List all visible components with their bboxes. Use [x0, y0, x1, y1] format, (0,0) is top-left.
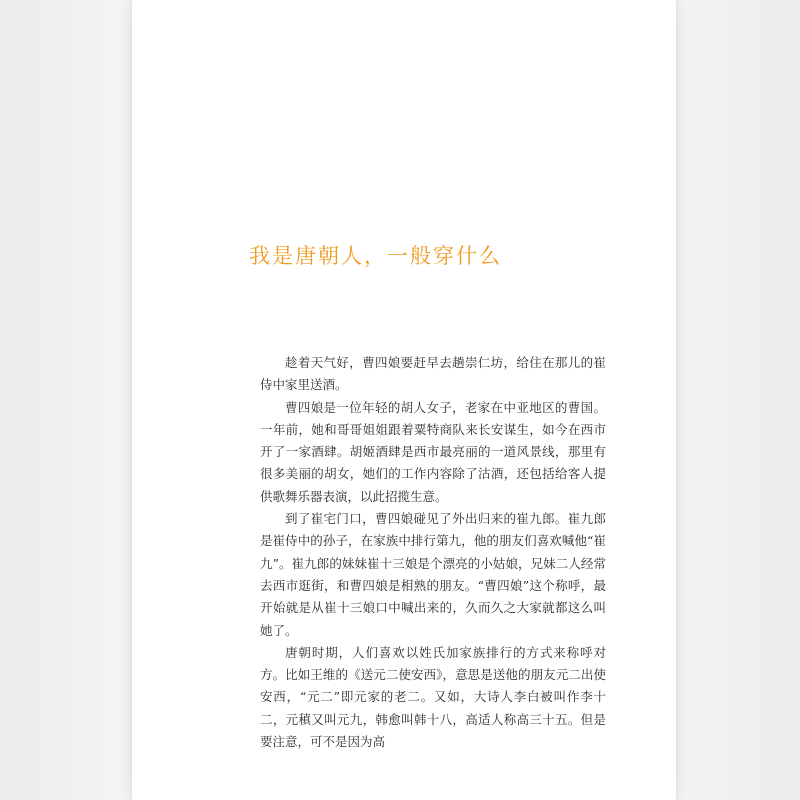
body-text	[260, 352, 606, 753]
book-page	[132, 0, 676, 800]
paragraph: 到了崔宅门口，曹四娘碰见了外出归来的崔九郎。崔九郎是崔侍中的孙子，在家族中排行第九，他的朋友们喜欢喊他“崔九”。崔九郎的妹妹崔十三娘是个漂亮的小姑娘，兄妹二人经常去西市逛街，和曹四娘是相熟的朋友。“曹四娘”这个称呼，最开始就是从崔十三娘口中喊出来的，久而久之大家就都这么叫她了。	[260, 511, 606, 638]
paragraph: 曹四娘是一位年轻的胡人女子，老家在中亚地区的曹国。一年前，她和哥哥姐姐跟着粟特商队来长安谋生，如今在西市开了一家酒肆。胡姬酒肆是西市最亮丽的一道风景线，那里有很多美丽的胡女，她们的工作内容除了沽酒，还包括给客人提供歌舞乐器表演，以此招揽生意。	[260, 399, 606, 504]
paragraph: 唐朝时期，人们喜欢以姓氏加家族排行的方式来称呼对方。比如王维的《送元二使安西》，意思是送他的朋友元二出使安西，“元二”即元家的老二。又如，大诗人李白被叫作李十二，元稹又叫元九，韩愈叫韩十八，高适人称高三十五。但是要注意，可不是因为高	[260, 644, 606, 750]
paragraph: 趁着天气好，曹四娘要赶早去趟崇仁坊，给住在那儿的崔侍中家里送酒。	[260, 355, 606, 393]
chapter-title: 我是唐朝人，一般穿什么	[249, 244, 502, 268]
